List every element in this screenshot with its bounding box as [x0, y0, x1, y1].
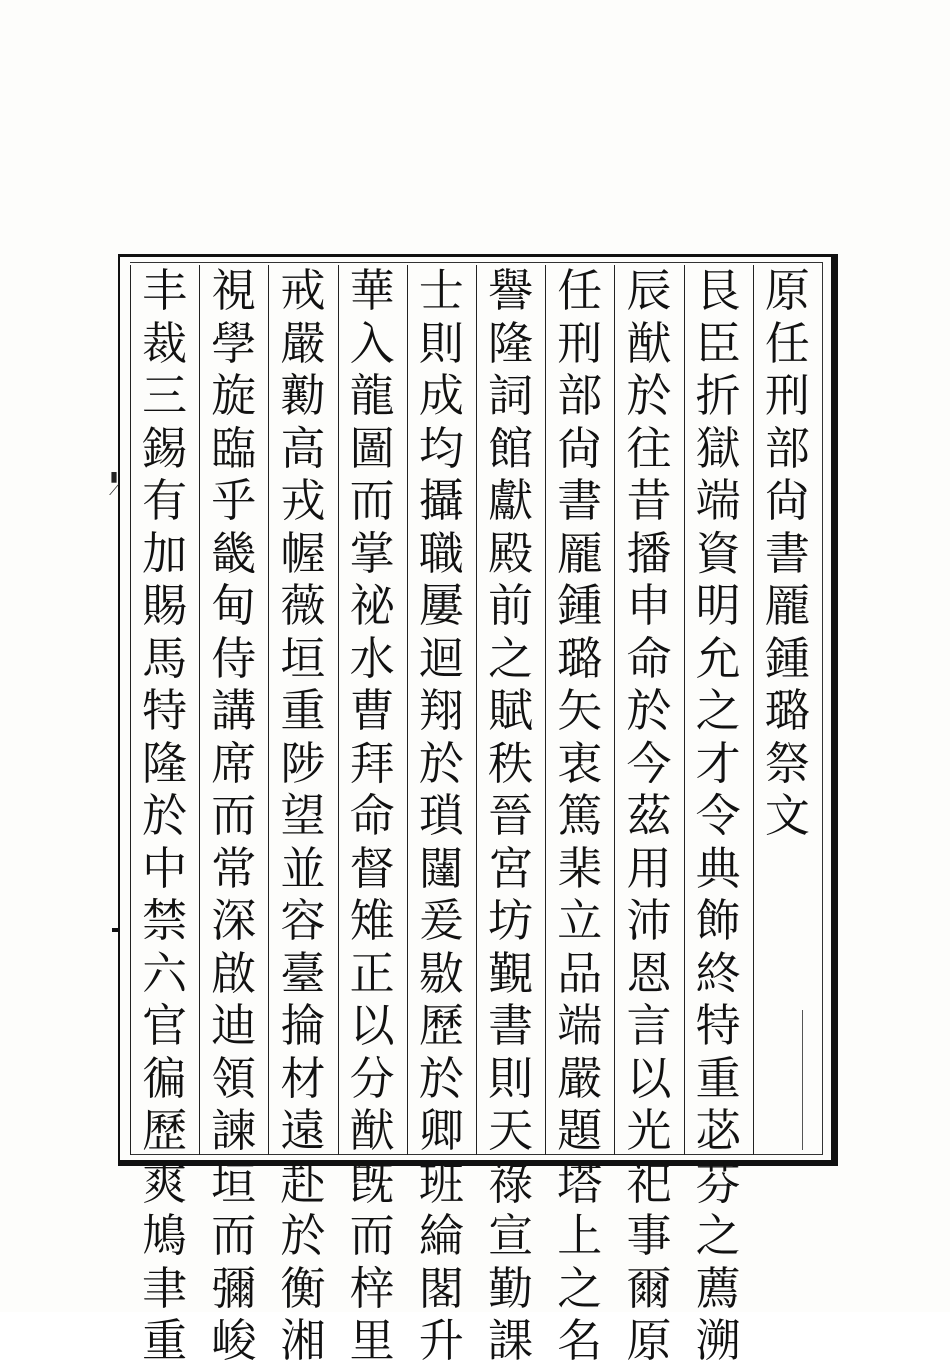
glyph: 甸 — [211, 579, 257, 632]
glyph: 水 — [349, 631, 395, 685]
glyph: 折 — [695, 369, 741, 422]
glyph: 迪 — [211, 999, 257, 1052]
glyph: 書 — [557, 474, 603, 527]
glyph: 獻 — [488, 474, 534, 527]
glyph: 書 — [488, 999, 534, 1052]
glyph: 峻 — [211, 1314, 257, 1367]
glyph: 視 — [211, 264, 257, 317]
text-column — [340, 264, 404, 1367]
glyph: 臨 — [211, 421, 257, 475]
text-column — [686, 264, 750, 1367]
glyph: 命 — [626, 631, 672, 685]
glyph: 職 — [418, 526, 464, 580]
glyph: 諫 — [211, 1104, 257, 1157]
glyph: 梓 — [349, 1261, 395, 1315]
glyph: 禁 — [142, 894, 188, 947]
column-rule — [130, 265, 131, 1155]
glyph: 飾 — [695, 894, 741, 947]
glyph: 重 — [695, 1051, 741, 1105]
glyph: 湘 — [280, 1314, 326, 1367]
glyph: 溯 — [695, 1314, 741, 1367]
glyph: 薦 — [695, 1261, 741, 1315]
text-column — [548, 264, 612, 1367]
glyph: 升 — [418, 1314, 464, 1367]
glyph: 重 — [280, 684, 326, 737]
fold-mark-icon: ▮ ⟋ — [109, 469, 119, 499]
glyph: 祕 — [349, 579, 395, 632]
glyph: 隆 — [142, 736, 188, 790]
text-column — [202, 264, 266, 1367]
glyph: 畿 — [211, 526, 257, 580]
glyph: 於 — [626, 684, 672, 737]
text-column — [617, 264, 681, 1367]
glyph: 瑣 — [418, 789, 464, 842]
text-column — [409, 264, 473, 1367]
glyph: 裁 — [142, 316, 188, 370]
glyph: 有 — [142, 474, 188, 527]
glyph: 雉 — [349, 894, 395, 947]
glyph: 而 — [211, 789, 257, 842]
glyph: 賦 — [488, 684, 534, 737]
glyph: 之 — [557, 1261, 603, 1315]
glyph: 課 — [488, 1314, 534, 1367]
glyph: 旋 — [211, 369, 257, 422]
glyph: 典 — [695, 841, 741, 895]
glyph: 並 — [280, 841, 326, 895]
glyph: 而 — [349, 474, 395, 527]
glyph: 璐 — [764, 684, 810, 737]
glyph: 戒 — [280, 264, 326, 317]
glyph: 綸 — [418, 1209, 464, 1262]
glyph: 士 — [418, 264, 464, 317]
glyph: 遠 — [280, 1104, 326, 1157]
glyph: 於 — [280, 1209, 326, 1262]
glyph: 芬 — [695, 1156, 741, 1210]
glyph: 詞 — [488, 369, 534, 422]
glyph: 迴 — [418, 631, 464, 685]
glyph: 赴 — [280, 1156, 326, 1210]
glyph: 猷 — [626, 316, 672, 370]
glyph: 則 — [418, 316, 464, 370]
glyph: 鍾 — [764, 631, 810, 685]
glyph: 分 — [349, 1051, 395, 1105]
glyph: 賜 — [142, 579, 188, 632]
glyph: 獄 — [695, 421, 741, 475]
glyph: 常 — [211, 841, 257, 895]
glyph: 坊 — [488, 894, 534, 947]
column-rule — [545, 265, 546, 1155]
glyph: 嚴 — [557, 1051, 603, 1105]
glyph: 旣 — [349, 1156, 395, 1210]
glyph: 而 — [349, 1209, 395, 1262]
glyph: 任 — [764, 316, 810, 370]
glyph: 高 — [280, 421, 326, 475]
glyph: 辰 — [626, 264, 672, 317]
glyph: 以 — [349, 999, 395, 1052]
glyph: 名 — [557, 1314, 603, 1367]
glyph: 資 — [695, 526, 741, 580]
glyph: 立 — [557, 894, 603, 947]
glyph: 篤 — [557, 789, 603, 842]
glyph: 任 — [557, 264, 603, 317]
glyph: 領 — [211, 1051, 257, 1105]
glyph: 播 — [626, 526, 672, 580]
glyph: 戎 — [280, 474, 326, 527]
glyph: 臣 — [695, 316, 741, 370]
glyph: 尙 — [557, 421, 603, 475]
glyph: 徧 — [142, 1051, 188, 1105]
glyph: 尙 — [764, 474, 810, 527]
glyph: 啟 — [211, 946, 257, 1000]
glyph: 垣 — [211, 1156, 257, 1210]
glyph: 聿 — [142, 1261, 188, 1315]
glyph: 晉 — [488, 789, 534, 842]
column-rule — [476, 265, 477, 1155]
glyph: 題 — [557, 1104, 603, 1157]
glyph: 歷 — [418, 999, 464, 1052]
glyph: 恩 — [626, 946, 672, 1000]
glyph: 爰 — [418, 894, 464, 947]
glyph: 錫 — [142, 421, 188, 475]
glyph: 上 — [557, 1209, 603, 1262]
column-rule — [268, 265, 269, 1155]
text-column — [479, 264, 543, 1367]
glyph: 天 — [488, 1104, 534, 1157]
glyph: 覲 — [488, 946, 534, 1000]
glyph: 品 — [557, 946, 603, 1000]
glyph: 督 — [349, 841, 395, 895]
glyph: 重 — [142, 1314, 188, 1367]
glyph: 命 — [349, 789, 395, 842]
column-rule — [684, 265, 685, 1155]
glyph: 閣 — [418, 1261, 464, 1315]
glyph: 加 — [142, 526, 188, 580]
glyph: 塔 — [557, 1156, 603, 1210]
glyph: 衷 — [557, 736, 603, 790]
glyph: 中 — [142, 841, 188, 895]
glyph: 勤 — [488, 1261, 534, 1315]
glyph: 猷 — [349, 1104, 395, 1157]
glyph: 攝 — [418, 474, 464, 527]
glyph: 則 — [488, 1051, 534, 1105]
glyph: 苾 — [695, 1104, 741, 1157]
glyph: 祀 — [626, 1156, 672, 1210]
glyph: 三 — [142, 369, 188, 422]
glyph: 部 — [764, 421, 810, 475]
glyph: 曹 — [349, 684, 395, 737]
edge-mark — [802, 1010, 823, 1150]
glyph: 部 — [557, 369, 603, 422]
glyph: 端 — [557, 999, 603, 1052]
glyph: 入 — [349, 316, 395, 370]
glyph: 以 — [626, 1051, 672, 1105]
glyph: 刑 — [764, 369, 810, 422]
glyph: 龎 — [557, 526, 603, 580]
glyph: 原 — [764, 264, 810, 317]
glyph: 侍 — [211, 631, 257, 685]
column-rule — [338, 265, 339, 1155]
glyph: 宣 — [488, 1209, 534, 1262]
glyph: 允 — [695, 631, 741, 685]
glyph: 學 — [211, 316, 257, 370]
glyph: 之 — [488, 631, 534, 685]
glyph: 往 — [626, 421, 672, 475]
glyph: 席 — [211, 736, 257, 790]
column-rule — [753, 265, 754, 1155]
glyph: 陟 — [280, 736, 326, 790]
glyph: 館 — [488, 421, 534, 475]
margin-dot-mark — [112, 928, 120, 932]
glyph: 深 — [211, 894, 257, 947]
glyph: 終 — [695, 946, 741, 1000]
column-rule — [199, 265, 200, 1155]
glyph: 講 — [211, 684, 257, 737]
glyph: 卿 — [418, 1104, 464, 1157]
glyph: 茲 — [626, 789, 672, 842]
glyph: 於 — [418, 1051, 464, 1105]
glyph: 今 — [626, 736, 672, 790]
glyph: 彌 — [211, 1261, 257, 1315]
glyph: 丰 — [142, 264, 188, 317]
glyph: 爾 — [626, 1261, 672, 1315]
glyph: 明 — [695, 579, 741, 632]
glyph: 華 — [349, 264, 395, 317]
glyph: 刑 — [557, 316, 603, 370]
column-rule — [614, 265, 615, 1155]
column-rule — [407, 265, 408, 1155]
glyph: 望 — [280, 789, 326, 842]
glyph: 言 — [626, 999, 672, 1052]
glyph: 譽 — [488, 264, 534, 317]
glyph: 文 — [764, 789, 810, 842]
glyph: 矢 — [557, 684, 603, 737]
glyph: 隆 — [488, 316, 534, 370]
glyph: 於 — [142, 789, 188, 842]
glyph: 臺 — [280, 946, 326, 1000]
glyph: 事 — [626, 1209, 672, 1262]
glyph: 官 — [142, 999, 188, 1052]
glyph: 龎 — [764, 579, 810, 632]
glyph: 屢 — [418, 579, 464, 632]
glyph: 材 — [280, 1051, 326, 1105]
glyph: 秩 — [488, 736, 534, 790]
glyph: 垣 — [280, 631, 326, 685]
glyph: 容 — [280, 894, 326, 947]
glyph: 爽 — [142, 1156, 188, 1210]
glyph: 昔 — [626, 474, 672, 527]
glyph: 鳩 — [142, 1209, 188, 1262]
glyph: 闥 — [418, 841, 464, 895]
glyph: 端 — [695, 474, 741, 527]
glyph: 六 — [142, 946, 188, 1000]
glyph: 勷 — [280, 369, 326, 422]
glyph: 書 — [764, 526, 810, 580]
glyph: 而 — [211, 1209, 257, 1262]
glyph: 翔 — [418, 684, 464, 737]
glyph: 歷 — [142, 1104, 188, 1157]
glyph: 正 — [349, 946, 395, 1000]
glyph: 於 — [626, 369, 672, 422]
text-column — [133, 264, 197, 1367]
glyph: 均 — [418, 421, 464, 475]
glyph: 圖 — [349, 421, 395, 475]
glyph: 拜 — [349, 736, 395, 790]
glyph: 前 — [488, 579, 534, 632]
glyph: 敭 — [418, 946, 464, 1000]
glyph: 才 — [695, 736, 741, 790]
glyph: 衡 — [280, 1261, 326, 1315]
glyph: 掄 — [280, 999, 326, 1052]
glyph: 宮 — [488, 841, 534, 895]
text-column — [271, 264, 335, 1367]
glyph: 用 — [626, 841, 672, 895]
glyph: 馬 — [142, 631, 188, 685]
glyph: 特 — [142, 684, 188, 737]
glyph: 鍾 — [557, 579, 603, 632]
glyph: 龍 — [349, 369, 395, 422]
glyph: 艮 — [695, 264, 741, 317]
glyph: 璐 — [557, 631, 603, 685]
glyph: 令 — [695, 789, 741, 842]
glyph: 沛 — [626, 894, 672, 947]
glyph: 嚴 — [280, 316, 326, 370]
glyph: 原 — [626, 1314, 672, 1367]
glyph: 祿 — [488, 1156, 534, 1210]
glyph: 薇 — [280, 579, 326, 632]
glyph: 光 — [626, 1104, 672, 1157]
glyph: 之 — [695, 1209, 741, 1262]
glyph: 里 — [349, 1314, 395, 1367]
glyph: 掌 — [349, 526, 395, 580]
glyph: 申 — [626, 579, 672, 632]
glyph: 祭 — [764, 736, 810, 790]
glyph: 棐 — [557, 841, 603, 895]
glyph: 之 — [695, 684, 741, 737]
glyph: 成 — [418, 369, 464, 422]
glyph: 於 — [418, 736, 464, 790]
glyph: 乎 — [211, 474, 257, 527]
glyph: 特 — [695, 999, 741, 1052]
glyph: 班 — [418, 1156, 464, 1210]
glyph: 殿 — [488, 526, 534, 580]
glyph: 幄 — [280, 526, 326, 580]
